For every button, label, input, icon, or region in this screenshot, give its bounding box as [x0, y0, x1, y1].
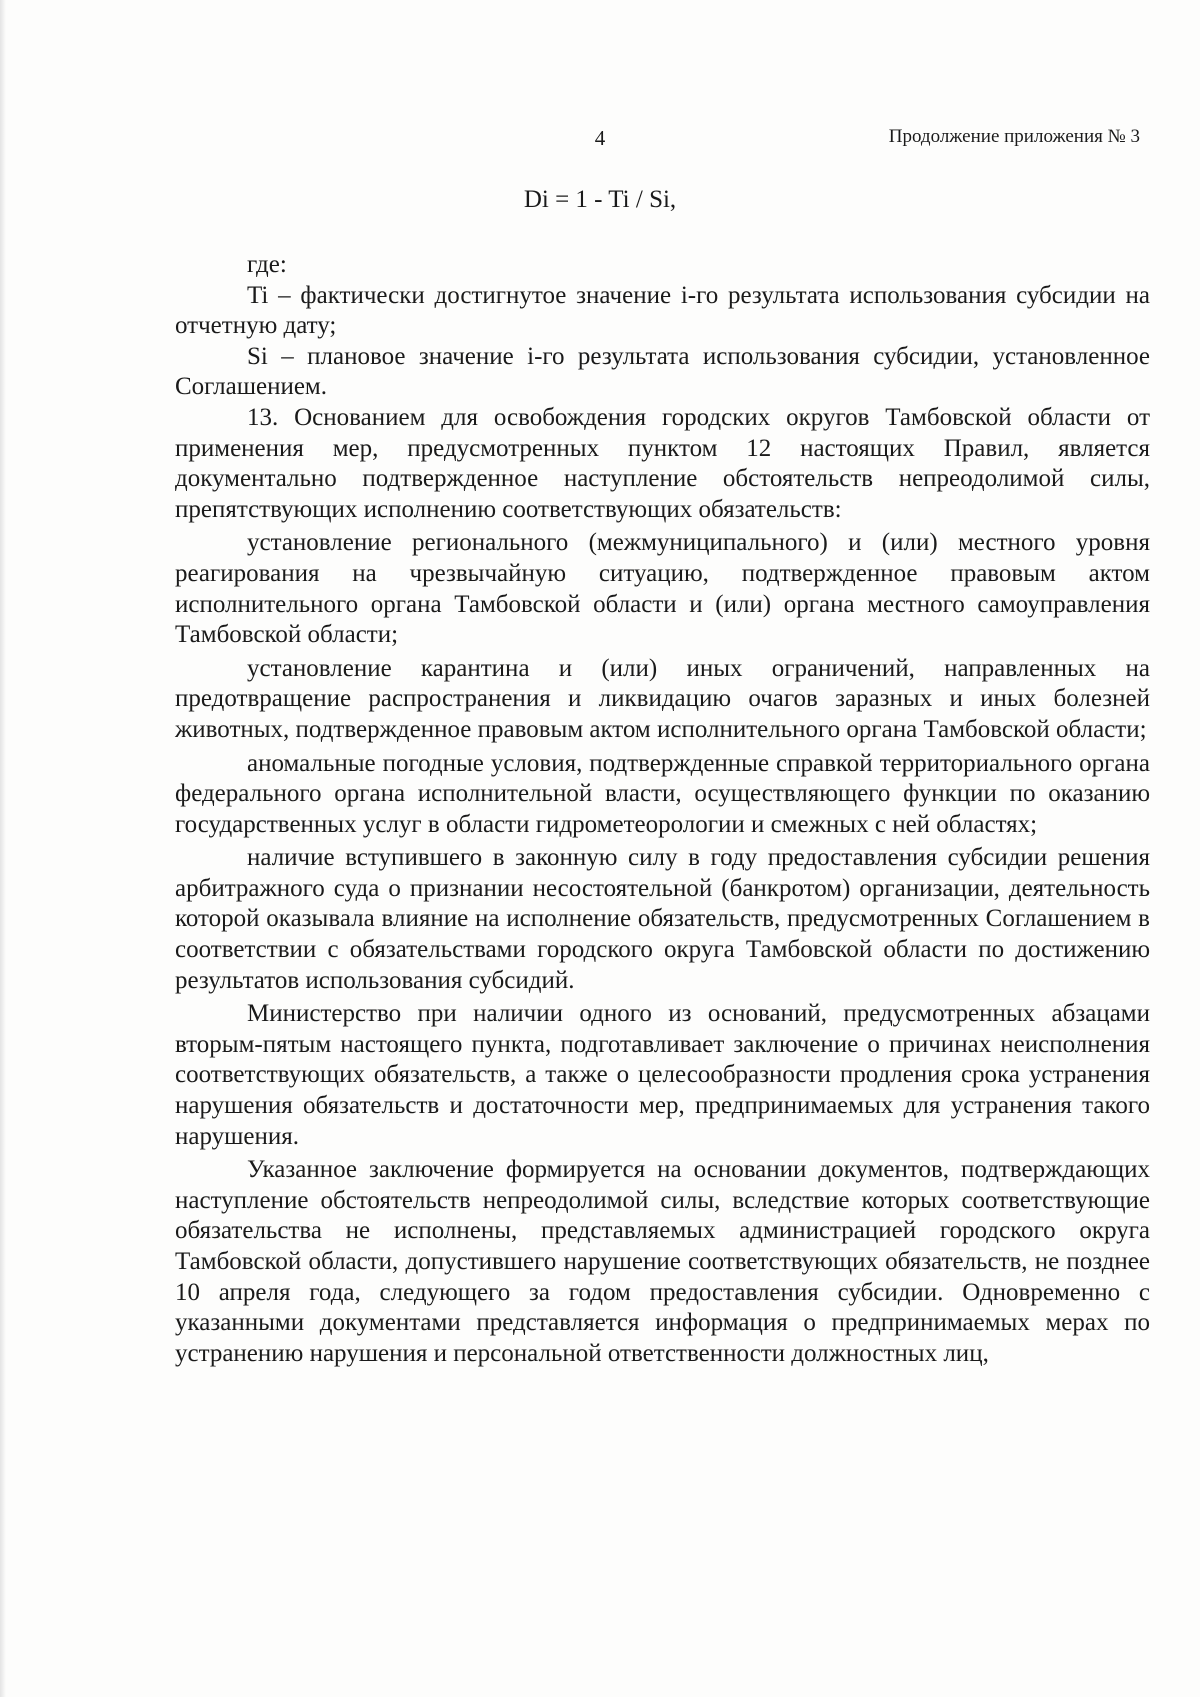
paragraph-13-grounds: 13. Основанием для освобождения городских округов Тамбовской области от применения мер, предусмотренных пунктом 12 настоящих Правил, является документально подтвержденное наступление обстоятельств непреодолимой силы, препятствующих исполнению соответствующих обязательств: [175, 403, 1150, 523]
formula: Di = 1 - Ti / Si, [523, 186, 677, 213]
paragraph-quarantine: установление карантина и (или) иных ограничений, направленных на предотвращение распространения и ликвидацию очагов заразных и иных болезней животных, подтвержденное правовым актом исполнительного органа Тамбовской области; [175, 654, 1150, 743]
paragraph-si-definition: Si – плановое значение i-го результата использования субсидии, установленное Соглашением. [175, 342, 1150, 401]
paragraph-ministry-conclusion: Министерство при наличии одного из оснований, предусмотренных абзацами вторым-пятым настоящего пункта, подготавливает заключение о причинах неисполнения соответствующих обязательств, а также о целесообразности продления срока устранения нарушения обязательств и достаточности мер, предпринимаемых для устранения такого нарушения. [175, 1000, 1150, 1150]
paragraph-emergency: установление регионального (межмуниципального) и (или) местного уровня реагирования на чрезвычайную ситуацию, подтвержденное правовым актом исполнительного органа Тамбовской области и (или) органа местного самоуправления Тамбовской области; [175, 529, 1150, 649]
document-body [175, 250, 1150, 1369]
paragraph-ti-definition: Ti – фактически достигнутое значение i-го результата использования субсидии на отчетную дату; [175, 281, 1150, 340]
paragraph-where: где: [247, 251, 287, 278]
paragraph-bankruptcy: наличие вступившего в законную силу в году предоставления субсидии решения арбитражного суда о признании несостоятельной (банкротом) организации, деятельность которой оказывала влияние на исполнение обязательств, предусмотренных Соглашением в соответствии с обязательствами городского округа Тамбовской области по достижению результатов использования субсидий. [175, 844, 1150, 994]
page-number: 4 [594, 126, 606, 150]
paragraph-weather: аномальные погодные условия, подтвержденные справкой территориального органа федерального органа исполнительной власти, осуществляющего функции по оказанию государственных услуг в области гидрометеорологии и смежных с ней областях; [175, 749, 1150, 838]
continuation-label: Продолжение приложения № 3 [888, 126, 1140, 147]
scan-edge [0, 0, 6, 1697]
paragraph-conclusion-basis: Указанное заключение формируется на основании документов, подтверждающих наступление обстоятельств непреодолимой силы, вследствие которых соответствующие обязательства не исполнены, представляемых администрацией городского округа Тамбовской области, допустившего нарушение соответствующих обязательств, не позднее 10 апреля года, следующего за годом предоставления субсидии. Одновременно с указанными документами представляется информация о предпринимаемых мерах по устранению нарушения и персональной ответственности должностных лиц, [175, 1156, 1150, 1367]
